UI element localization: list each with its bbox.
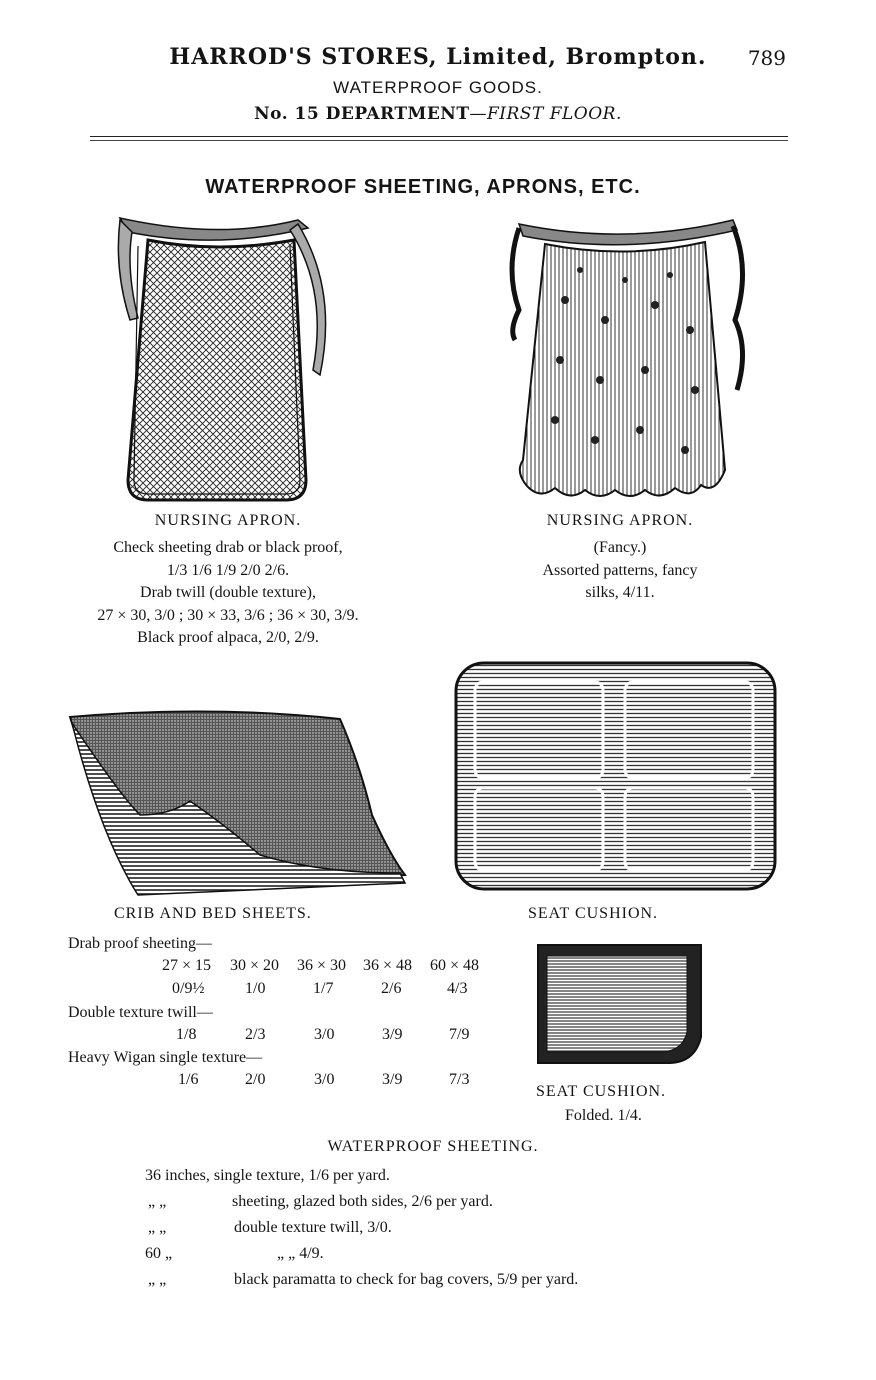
folded-cushion-title: SEAT CUSHION. [536,1083,667,1100]
wigan-price-cell: 7/3 [449,1071,470,1088]
sheeting-row-text: black paramatta to check for bag covers, 5/9 per yard. [234,1271,579,1288]
sheeting-row-text: sheeting, glazed both sides, 2/6 per yard. [232,1193,493,1210]
sheeting-row-text: double texture twill, 3/0. [234,1219,392,1236]
wigan-label: Heavy Wigan single texture— [68,1049,263,1066]
nursing-apron-line: Black proof alpaca, 2/0, 2/9. [137,629,319,646]
drab-price-cell: 1/7 [313,980,334,997]
drab-price-cell: 0/9½ [172,980,205,997]
sheeting-row-prefix: 36 inches, single texture, 1/6 per yard. [145,1167,390,1184]
twill-price-cell: 2/3 [245,1026,266,1043]
size-cell: 60 × 48 [430,957,480,974]
twill-price-cell: 3/0 [314,1026,335,1043]
drab-price-cell: 2/6 [381,980,402,997]
sheeting-row-text: „ „ 4/9. [277,1245,324,1262]
section-title: WATERPROOF SHEETING, APRONS, ETC. [205,176,641,198]
nursing-apron-line: 27 × 30, 3/0 ; 30 × 33, 3/6 ; 36 × 30, 3/9. [97,606,359,624]
nursing-apron-title: NURSING APRON. [154,512,302,529]
wigan-price-cell: 1/6 [178,1071,199,1088]
fancy-apron-line: (Fancy.) [593,539,647,556]
fancy-apron-line: Assorted patterns, fancy [542,561,698,579]
waterproof-sheeting-title: WATERPROOF SHEETING. [327,1138,539,1155]
wigan-price-cell: 3/9 [382,1071,403,1088]
drab-price-cell: 4/3 [447,980,468,997]
size-cell: 27 × 15 [162,957,212,974]
twill-price-cell: 7/9 [449,1026,470,1043]
department-label: No. 15 DEPARTMENT [254,104,470,124]
page-number: 789 [747,46,786,70]
twill-label: Double texture twill— [68,1004,213,1021]
twill-price-cell: 3/9 [382,1026,403,1043]
size-cell: 30 × 20 [230,957,280,974]
floor-label: —FIRST FLOOR. [469,104,622,124]
nursing-apron-line: Drab twill (double texture), [140,584,316,601]
size-cell: 36 × 30 [297,957,347,974]
category-heading: WATERPROOF GOODS. [333,78,543,97]
drab-price-cell: 1/0 [245,980,266,997]
size-cell: 36 × 48 [363,957,413,974]
sheeting-row-prefix: „ „ [148,1193,167,1210]
folded-cushion-price: Folded. 1/4. [565,1107,642,1124]
twill-price-cell: 1/8 [176,1026,197,1043]
fancy-apron-title: NURSING APRON. [546,512,694,529]
fancy-apron-line: silks, 4/11. [585,584,655,601]
sheeting-row-prefix: „ „ [148,1219,167,1236]
drab-label: Drab proof sheeting— [68,935,212,952]
nursing-apron-line: Check sheeting drab or black proof, [113,539,343,556]
wigan-price-cell: 3/0 [314,1071,335,1088]
sheeting-row-prefix: „ „ [148,1271,167,1288]
crib-sheets-title: CRIB AND BED SHEETS. [114,905,312,922]
sheeting-row-prefix: 60 „ [145,1245,173,1262]
wigan-price-cell: 2/0 [245,1071,266,1088]
nursing-apron-line: 1/3 1/6 1/9 2/0 2/6. [166,561,290,579]
seat-cushion-title: SEAT CUSHION. [528,905,659,922]
store-title: HARROD'S STORES, Limited, Brompton. [169,44,707,70]
